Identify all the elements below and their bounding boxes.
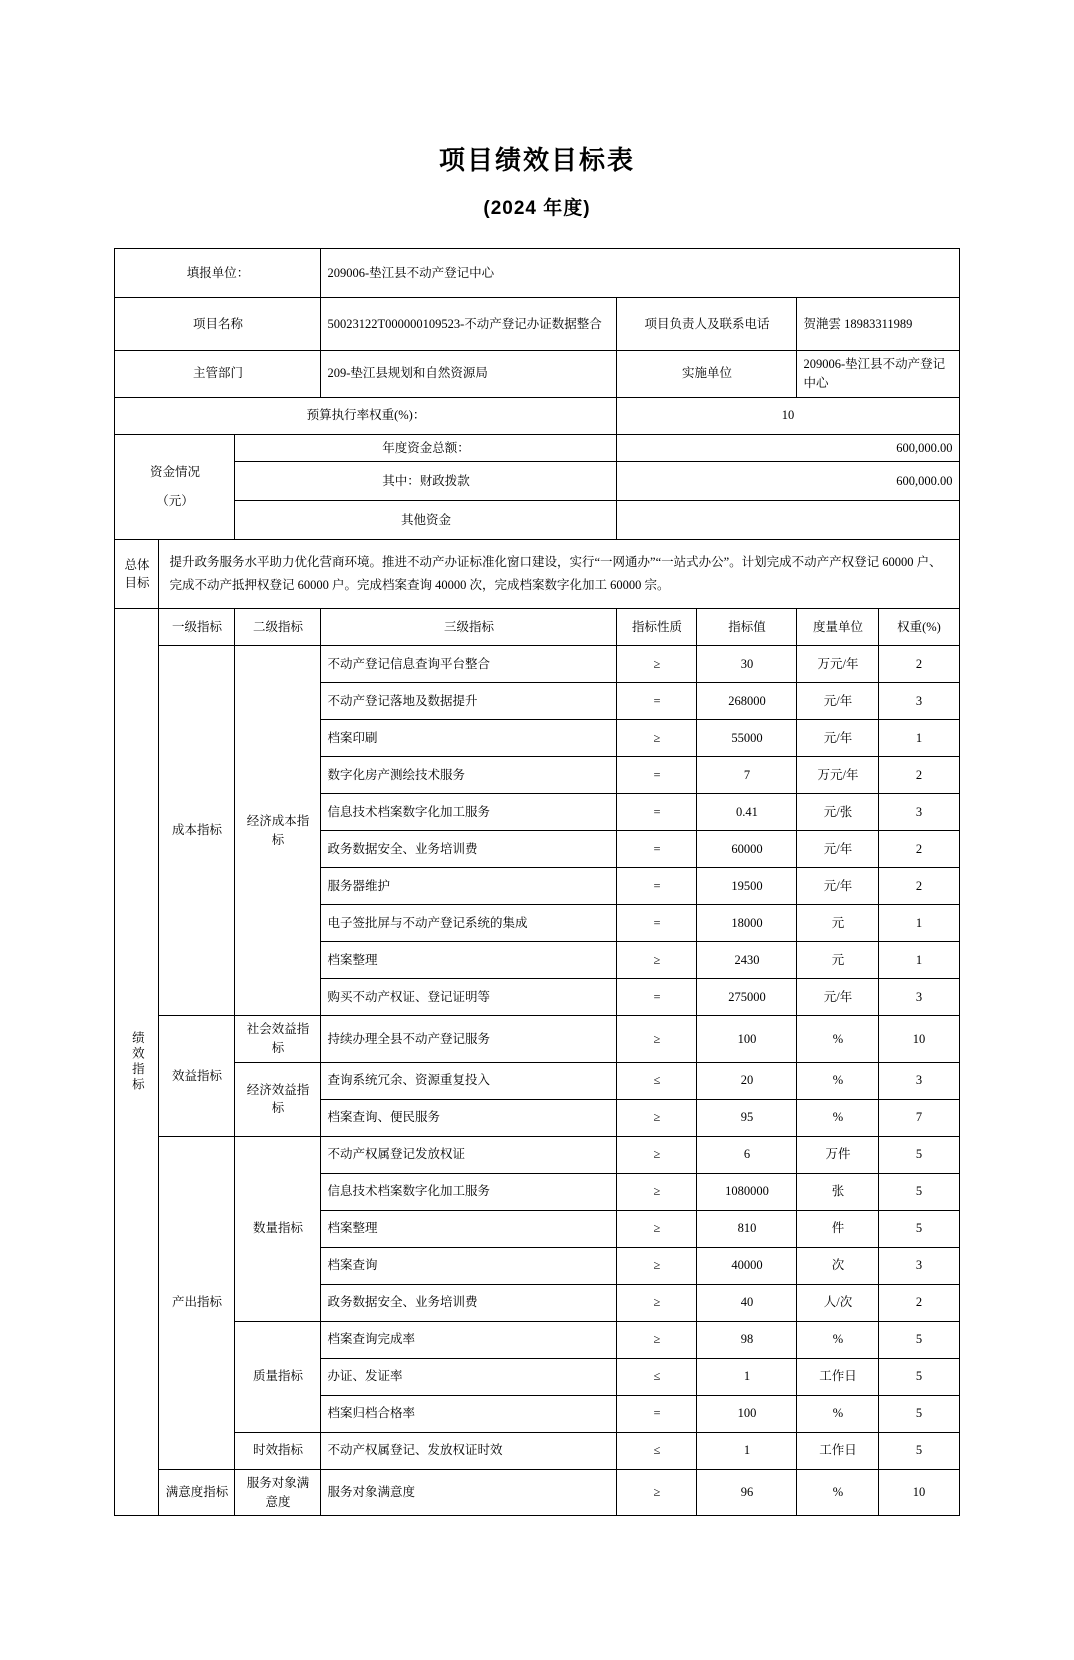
weight-cell: 10 (879, 1016, 959, 1063)
value-cell: 6 (697, 1136, 797, 1173)
weight-cell: 3 (879, 794, 959, 831)
weight-cell: 5 (879, 1136, 959, 1173)
value-cell: 96 (697, 1469, 797, 1516)
col-header-value: 指标值 (697, 609, 797, 646)
weight-cell: 1 (879, 720, 959, 757)
budget-weight-row (115, 397, 959, 434)
nature-cell: = (617, 868, 697, 905)
unit-cell: 元/年 (797, 720, 879, 757)
funds-label (115, 434, 235, 540)
funds-total-label: 年度资金总额： (235, 434, 617, 462)
level3-cell: 档案查询 (321, 1247, 617, 1284)
nature-cell: ≥ (617, 646, 697, 683)
weight-cell: 2 (879, 1284, 959, 1321)
level3-cell: 不动产权属登记发放权证 (321, 1136, 617, 1173)
weight-cell: 3 (879, 1247, 959, 1284)
unit-cell: % (797, 1016, 879, 1063)
weight-cell: 5 (879, 1321, 959, 1358)
weight-cell: 2 (879, 868, 959, 905)
unit-cell: 工作日 (797, 1432, 879, 1469)
col-header-level3: 三级指标 (321, 609, 617, 646)
unit-cell: 元 (797, 942, 879, 979)
unit-cell: 元/年 (797, 979, 879, 1016)
level1-cell: 满意度指标 (159, 1469, 235, 1516)
unit-cell: 万件 (797, 1136, 879, 1173)
value-cell: 40 (697, 1284, 797, 1321)
funds-gov-row (115, 462, 959, 501)
value-cell: 60000 (697, 831, 797, 868)
weight-cell: 1 (879, 905, 959, 942)
value-cell: 20 (697, 1062, 797, 1099)
weight-cell: 5 (879, 1210, 959, 1247)
overall-goal-label-line1: 总体 (124, 557, 150, 572)
value-cell: 268000 (697, 683, 797, 720)
indicator-row (115, 1062, 959, 1099)
level3-cell: 政务数据安全、业务培训费 (321, 831, 617, 868)
weight-cell: 5 (879, 1173, 959, 1210)
unit-cell: % (797, 1062, 879, 1099)
unit-value: 209006-垫江县不动产登记中心 (797, 351, 959, 398)
filler-value: 209006-垫江县不动产登记中心 (321, 249, 959, 298)
value-cell: 30 (697, 646, 797, 683)
nature-cell: ≥ (617, 1136, 697, 1173)
weight-cell: 3 (879, 979, 959, 1016)
unit-cell: 元 (797, 905, 879, 942)
funds-label-line1: 资金情况 (149, 465, 200, 480)
nature-cell: = (617, 905, 697, 942)
owner-label: 项目负责人及联系电话 (617, 298, 797, 351)
level3-cell: 政务数据安全、业务培训费 (321, 1284, 617, 1321)
weight-cell: 5 (879, 1432, 959, 1469)
value-cell: 18000 (697, 905, 797, 942)
project-name-label: 项目名称 (115, 298, 321, 351)
level2-cell: 经济成本指标 (235, 646, 321, 1016)
dept-label: 主管部门 (115, 351, 321, 398)
dept-value: 209-垫江县规划和自然资源局 (321, 351, 617, 398)
unit-cell: 张 (797, 1173, 879, 1210)
level3-cell: 电子签批屏与不动产登记系统的集成 (321, 905, 617, 942)
performance-target-table (114, 248, 959, 1516)
overall-goal-label-line2: 目标 (124, 576, 150, 591)
level3-cell: 档案查询、便民服务 (321, 1099, 617, 1136)
project-name-row (115, 298, 959, 351)
page-subtitle: (2024 年度) (483, 198, 591, 219)
value-cell: 55000 (697, 720, 797, 757)
level2-cell: 经济效益指标 (235, 1062, 321, 1136)
level1-cell: 效益指标 (159, 1016, 235, 1137)
level3-cell: 档案整理 (321, 1210, 617, 1247)
indicator-row (115, 646, 959, 683)
level3-cell: 信息技术档案数字化加工服务 (321, 794, 617, 831)
level3-cell: 信息技术档案数字化加工服务 (321, 1173, 617, 1210)
value-cell: 98 (697, 1321, 797, 1358)
funds-label-line2: （元） (156, 493, 194, 508)
title-block (0, 140, 1074, 220)
level2-cell: 数量指标 (235, 1136, 321, 1321)
unit-cell: % (797, 1395, 879, 1432)
weight-cell: 10 (879, 1469, 959, 1516)
document-page (0, 140, 1074, 1660)
nature-cell: = (617, 1395, 697, 1432)
nature-cell: ≥ (617, 1173, 697, 1210)
nature-cell: = (617, 757, 697, 794)
value-cell: 2430 (697, 942, 797, 979)
unit-cell: 件 (797, 1210, 879, 1247)
page-title: 项目绩效目标表 (438, 145, 635, 175)
unit-cell: 元/年 (797, 683, 879, 720)
funds-gov-value: 600,000.00 (617, 462, 959, 501)
nature-cell: = (617, 683, 697, 720)
level3-cell: 数字化房产测绘技术服务 (321, 757, 617, 794)
unit-label: 实施单位 (617, 351, 797, 398)
funds-total-row (115, 434, 959, 462)
nature-cell: = (617, 794, 697, 831)
value-cell: 95 (697, 1099, 797, 1136)
funds-other-value (617, 501, 959, 540)
nature-cell: ≤ (617, 1432, 697, 1469)
indicator-header-row (115, 609, 959, 646)
value-cell: 1080000 (697, 1173, 797, 1210)
value-cell: 1 (697, 1358, 797, 1395)
level3-cell: 查询系统冗余、资源重复投入 (321, 1062, 617, 1099)
col-header-weight: 权重(%) (879, 609, 959, 646)
funds-other-label: 其他资金 (235, 501, 617, 540)
weight-cell: 2 (879, 831, 959, 868)
indicator-row (115, 1321, 959, 1358)
col-header-level2: 二级指标 (235, 609, 321, 646)
nature-cell: ≥ (617, 1284, 697, 1321)
level3-cell: 服务对象满意度 (321, 1469, 617, 1516)
overall-goal-label (115, 540, 159, 609)
col-header-level1: 一级指标 (159, 609, 235, 646)
level3-cell: 不动产登记信息查询平台整合 (321, 646, 617, 683)
value-cell: 7 (697, 757, 797, 794)
unit-cell: % (797, 1321, 879, 1358)
level3-cell: 档案整理 (321, 942, 617, 979)
weight-cell: 3 (879, 1062, 959, 1099)
weight-cell: 7 (879, 1099, 959, 1136)
weight-cell: 3 (879, 683, 959, 720)
nature-cell: ≥ (617, 1469, 697, 1516)
unit-cell: 元/张 (797, 794, 879, 831)
value-cell: 19500 (697, 868, 797, 905)
filler-row (115, 249, 959, 298)
level3-cell: 服务器维护 (321, 868, 617, 905)
level1-cell: 产出指标 (159, 1136, 235, 1469)
unit-cell: 万元/年 (797, 757, 879, 794)
value-cell: 100 (697, 1395, 797, 1432)
level3-cell: 购买不动产权证、登记证明等 (321, 979, 617, 1016)
nature-cell: ≤ (617, 1358, 697, 1395)
nature-cell: ≥ (617, 720, 697, 757)
value-cell: 275000 (697, 979, 797, 1016)
unit-cell: 万元/年 (797, 646, 879, 683)
nature-cell: ≥ (617, 1016, 697, 1063)
level1-cell: 成本指标 (159, 646, 235, 1016)
indicator-row (115, 1432, 959, 1469)
value-cell: 100 (697, 1016, 797, 1063)
weight-cell: 2 (879, 646, 959, 683)
budget-weight-value: 10 (617, 397, 959, 434)
value-cell: 40000 (697, 1247, 797, 1284)
level3-cell: 不动产权属登记、发放权证时效 (321, 1432, 617, 1469)
nature-cell: ≥ (617, 1247, 697, 1284)
funds-gov-label: 其中：财政拨款 (235, 462, 617, 501)
owner-value: 贺滟雲 18983311989 (797, 298, 959, 351)
level3-cell: 办证、发证率 (321, 1358, 617, 1395)
weight-cell: 5 (879, 1395, 959, 1432)
unit-cell: 次 (797, 1247, 879, 1284)
project-name-value: 50023122T000000109523-不动产登记办证数据整合 (321, 298, 617, 351)
unit-cell: % (797, 1469, 879, 1516)
overall-goal-row (115, 540, 959, 609)
nature-cell: ≤ (617, 1062, 697, 1099)
weight-cell: 2 (879, 757, 959, 794)
funds-other-row (115, 501, 959, 540)
indicator-row (115, 1136, 959, 1173)
indicator-row (115, 1469, 959, 1516)
nature-cell: = (617, 979, 697, 1016)
overall-goal-text: 提升政务服务水平助力优化营商环境。推进不动产办证标准化窗口建设，实行“一网通办”“一站式办公”。计划完成不动产产权登记 60000 户、完成不动产抵押权登记 60000 户。完成档案查询 40000 次，完成档案数字化加工 60000 宗。 (159, 540, 959, 609)
indicator-row (115, 1016, 959, 1063)
dept-row (115, 351, 959, 398)
funds-total-value: 600,000.00 (617, 434, 959, 462)
value-cell: 0.41 (697, 794, 797, 831)
nature-cell: ≥ (617, 942, 697, 979)
value-cell: 1 (697, 1432, 797, 1469)
unit-cell: 工作日 (797, 1358, 879, 1395)
nature-cell: ≥ (617, 1099, 697, 1136)
unit-cell: 元/年 (797, 868, 879, 905)
weight-cell: 5 (879, 1358, 959, 1395)
filler-label: 填报单位： (115, 249, 321, 298)
level3-cell: 不动产登记落地及数据提升 (321, 683, 617, 720)
nature-cell: = (617, 831, 697, 868)
indicator-side-label (115, 609, 159, 1516)
level2-cell: 社会效益指标 (235, 1016, 321, 1063)
level3-cell: 档案印刷 (321, 720, 617, 757)
level3-cell: 档案归档合格率 (321, 1395, 617, 1432)
level3-cell: 档案查询完成率 (321, 1321, 617, 1358)
unit-cell: % (797, 1099, 879, 1136)
level2-cell: 服务对象满意度 (235, 1469, 321, 1516)
unit-cell: 人/次 (797, 1284, 879, 1321)
value-cell: 810 (697, 1210, 797, 1247)
col-header-unit: 度量单位 (797, 609, 879, 646)
level2-cell: 时效指标 (235, 1432, 321, 1469)
indicator-side-label-text: 绩效指标 (130, 1031, 145, 1094)
nature-cell: ≥ (617, 1321, 697, 1358)
nature-cell: ≥ (617, 1210, 697, 1247)
weight-cell: 1 (879, 942, 959, 979)
level3-cell: 持续办理全县不动产登记服务 (321, 1016, 617, 1063)
budget-weight-label: 预算执行率权重(%)： (115, 397, 617, 434)
unit-cell: 元/年 (797, 831, 879, 868)
col-header-nature: 指标性质 (617, 609, 697, 646)
level2-cell: 质量指标 (235, 1321, 321, 1432)
